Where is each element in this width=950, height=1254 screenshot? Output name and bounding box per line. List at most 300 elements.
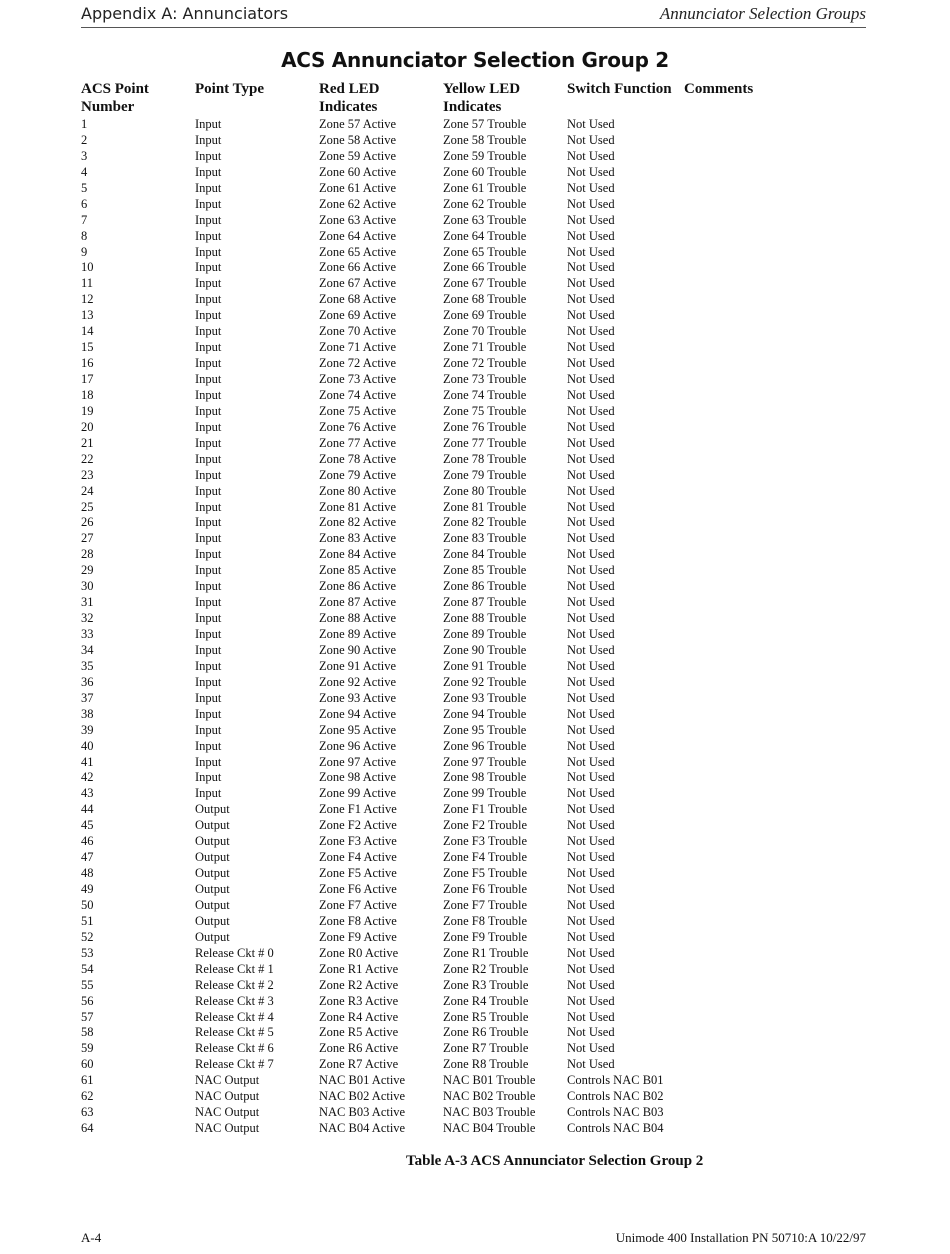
cell-point-number: 58 <box>81 1025 94 1040</box>
cell-point-number: 37 <box>81 690 94 705</box>
cell-yellow-led: Zone 89 Trouble <box>443 627 527 641</box>
cell-yellow-led: Zone F5 Trouble <box>443 866 528 881</box>
table-row <box>81 340 881 356</box>
cell-red-led: Zone 89 Active <box>319 627 397 641</box>
cell-point-number: 38 <box>81 706 94 721</box>
cell-yellow-led: Zone 78 Trouble <box>443 451 527 466</box>
cell-red-led: Zone 95 Active <box>319 722 397 737</box>
table-row <box>81 786 881 802</box>
cell-point-type: Input <box>195 674 222 689</box>
cell-switch-function: Not Used <box>567 292 615 307</box>
cell-red-led: Zone F9 Active <box>319 929 397 944</box>
cell-point-type: Input <box>195 419 222 434</box>
cell-point-number: 28 <box>81 547 94 562</box>
cell-red-led: Zone R3 Active <box>319 993 399 1008</box>
cell-point-type: Input <box>195 579 222 594</box>
cell-red-led: Zone 79 Active <box>319 467 397 482</box>
cell-switch-function: Not Used <box>567 866 615 881</box>
cell-switch-function: Not Used <box>567 276 615 291</box>
cell-point-number: 63 <box>81 1105 94 1120</box>
cell-yellow-led: Zone 67 Trouble <box>443 276 527 291</box>
col-head-red-led-line1: Red LED <box>319 81 380 97</box>
table-row <box>81 659 881 675</box>
col-head-point-number-line1: ACS Point <box>81 81 149 97</box>
table-row <box>81 149 881 165</box>
cell-switch-function: Not Used <box>567 148 615 163</box>
table-row <box>81 770 881 786</box>
cell-red-led: Zone 84 Active <box>319 547 397 562</box>
cell-switch-function: Not Used <box>567 435 615 450</box>
cell-switch-function: Controls NAC B02 <box>567 1089 664 1104</box>
cell-point-number: 61 <box>81 1073 94 1088</box>
col-head-comments: Comments <box>684 81 754 97</box>
table-row <box>81 563 881 579</box>
cell-switch-function: Not Used <box>567 674 615 689</box>
cell-red-led: Zone R2 Active <box>319 977 399 992</box>
table-row <box>81 755 881 771</box>
cell-switch-function: Not Used <box>567 196 615 211</box>
cell-red-led: Zone 65 Active <box>319 244 397 259</box>
table-row <box>81 994 881 1010</box>
cell-point-number: 40 <box>81 738 94 753</box>
cell-point-type: Input <box>195 738 222 753</box>
cell-yellow-led: Zone 57 Trouble <box>443 117 527 131</box>
table-row <box>81 181 881 197</box>
cell-yellow-led: NAC B01 Trouble <box>443 1073 536 1088</box>
cell-red-led: Zone 99 Active <box>319 786 397 801</box>
cell-red-led: Zone 92 Active <box>319 674 397 689</box>
cell-switch-function: Not Used <box>567 897 615 912</box>
table-row <box>81 260 881 276</box>
cell-red-led: Zone 93 Active <box>319 690 397 705</box>
cell-red-led: Zone 81 Active <box>319 499 397 514</box>
cell-point-number: 46 <box>81 834 94 849</box>
cell-switch-function: Not Used <box>567 834 615 849</box>
cell-switch-function: Not Used <box>567 754 615 769</box>
table-row <box>81 500 881 516</box>
table-row <box>81 308 881 324</box>
cell-point-type: Input <box>195 547 222 562</box>
cell-red-led: Zone 70 Active <box>319 324 397 339</box>
cell-yellow-led: Zone F8 Trouble <box>443 913 528 928</box>
cell-yellow-led: Zone 94 Trouble <box>443 706 527 721</box>
cell-switch-function: Not Used <box>567 642 615 657</box>
cell-red-led: Zone 87 Active <box>319 595 397 610</box>
cell-point-number: 27 <box>81 531 94 546</box>
cell-point-number: 51 <box>81 913 94 928</box>
cell-point-number: 4 <box>81 164 88 179</box>
cell-point-type: Input <box>195 132 222 147</box>
cell-switch-function: Not Used <box>567 770 615 785</box>
col-head-switch-function: Switch Function <box>567 81 672 97</box>
table-row <box>81 1105 881 1121</box>
table-row <box>81 946 881 962</box>
table-row <box>81 818 881 834</box>
table-row <box>81 930 881 946</box>
cell-red-led: Zone 85 Active <box>319 563 397 578</box>
cell-red-led: Zone F4 Active <box>319 850 397 865</box>
table-row <box>81 850 881 866</box>
cell-red-led: Zone 60 Active <box>319 164 397 179</box>
cell-point-type: NAC Output <box>195 1105 260 1120</box>
cell-yellow-led: Zone 93 Trouble <box>443 690 527 705</box>
cell-switch-function: Not Used <box>567 451 615 466</box>
cell-point-number: 5 <box>81 180 88 195</box>
table-row <box>81 675 881 691</box>
cell-yellow-led: Zone 62 Trouble <box>443 196 527 211</box>
cell-point-type: Input <box>195 627 222 641</box>
cell-red-led: Zone 66 Active <box>319 260 397 275</box>
cell-point-type: Output <box>195 929 230 944</box>
cell-yellow-led: Zone 88 Trouble <box>443 611 527 626</box>
table-row <box>81 292 881 308</box>
cell-yellow-led: NAC B04 Trouble <box>443 1121 536 1136</box>
cell-yellow-led: Zone 63 Trouble <box>443 212 527 227</box>
cell-point-type: Input <box>195 292 222 307</box>
table-row <box>81 595 881 611</box>
table-caption: Table A-3 ACS Annunciator Selection Group 2 <box>406 1153 704 1169</box>
cell-point-type: Release Ckt # 6 <box>195 1041 274 1056</box>
table-row <box>81 866 881 882</box>
cell-point-type: Output <box>195 802 230 817</box>
col-head-yellow-led-line1: Yellow LED <box>443 81 521 97</box>
cell-red-led: Zone 77 Active <box>319 435 397 450</box>
cell-switch-function: Not Used <box>567 658 615 673</box>
cell-point-number: 57 <box>81 1009 94 1024</box>
cell-point-number: 14 <box>81 324 94 339</box>
cell-switch-function: Not Used <box>567 850 615 865</box>
cell-yellow-led: NAC B03 Trouble <box>443 1105 536 1120</box>
cell-point-number: 45 <box>81 818 94 833</box>
cell-switch-function: Not Used <box>567 228 615 243</box>
cell-point-type: Input <box>195 435 222 450</box>
cell-red-led: Zone R5 Active <box>319 1025 399 1040</box>
cell-point-number: 42 <box>81 770 94 785</box>
cell-point-type: NAC Output <box>195 1089 260 1104</box>
cell-switch-function: Not Used <box>567 627 615 641</box>
cell-point-type: Input <box>195 308 222 323</box>
cell-switch-function: Not Used <box>567 738 615 753</box>
cell-yellow-led: Zone 97 Trouble <box>443 754 527 769</box>
cell-point-type: Input <box>195 611 222 626</box>
cell-point-type: Input <box>195 515 222 530</box>
cell-red-led: Zone R1 Active <box>319 961 399 976</box>
cell-point-type: Input <box>195 770 222 785</box>
cell-red-led: Zone R4 Active <box>319 1009 399 1024</box>
table-header <box>81 80 881 118</box>
cell-point-number: 64 <box>81 1121 94 1136</box>
cell-point-number: 20 <box>81 419 94 434</box>
table-row <box>81 1041 881 1057</box>
cell-red-led: Zone R6 Active <box>319 1041 399 1056</box>
table-row <box>81 739 881 755</box>
cell-point-type: Output <box>195 866 230 881</box>
cell-point-number: 12 <box>81 292 94 307</box>
col-head-point-number-line2: Number <box>81 99 135 115</box>
cell-point-number: 2 <box>81 132 88 147</box>
cell-point-type: Input <box>195 690 222 705</box>
cell-red-led: Zone 82 Active <box>319 515 397 530</box>
cell-red-led: Zone 74 Active <box>319 387 397 402</box>
cell-switch-function: Not Used <box>567 977 615 992</box>
cell-point-type: Input <box>195 260 222 275</box>
cell-red-led: Zone 78 Active <box>319 451 397 466</box>
cell-point-type: Input <box>195 117 222 131</box>
cell-switch-function: Not Used <box>567 690 615 705</box>
table-row <box>81 420 881 436</box>
cell-yellow-led: Zone R4 Trouble <box>443 993 529 1008</box>
cell-yellow-led: Zone F7 Trouble <box>443 897 528 912</box>
cell-yellow-led: Zone R1 Trouble <box>443 945 529 960</box>
table-row <box>81 452 881 468</box>
cell-point-type: Input <box>195 324 222 339</box>
col-head-yellow-led <box>443 80 520 116</box>
cell-red-led: Zone 63 Active <box>319 212 397 227</box>
table-row <box>81 882 881 898</box>
cell-yellow-led: Zone 87 Trouble <box>443 595 527 610</box>
cell-yellow-led: Zone 99 Trouble <box>443 786 527 801</box>
table-row <box>81 707 881 723</box>
cell-point-type: Input <box>195 483 222 498</box>
table-row <box>81 245 881 261</box>
cell-red-led: NAC B02 Active <box>319 1089 406 1104</box>
running-header-right: Annunciator Selection Groups <box>659 4 866 23</box>
cell-yellow-led: Zone 80 Trouble <box>443 483 527 498</box>
cell-yellow-led: Zone F1 Trouble <box>443 802 528 817</box>
cell-point-number: 33 <box>81 627 94 641</box>
cell-point-number: 49 <box>81 882 94 896</box>
cell-yellow-led: Zone 95 Trouble <box>443 722 527 737</box>
footer-page-number: A-4 <box>81 1230 102 1245</box>
table-row <box>81 197 881 213</box>
cell-switch-function: Controls NAC B04 <box>567 1121 664 1136</box>
cell-yellow-led: Zone 83 Trouble <box>443 531 527 546</box>
footer-document-id: Unimode 400 Installation PN 50710:A 10/22/97 <box>615 1230 866 1245</box>
cell-yellow-led: Zone 73 Trouble <box>443 372 527 386</box>
cell-point-number: 55 <box>81 977 94 992</box>
cell-point-type: Input <box>195 276 222 291</box>
cell-point-type: Input <box>195 531 222 546</box>
cell-point-number: 17 <box>81 372 94 386</box>
cell-switch-function: Not Used <box>567 1025 615 1040</box>
cell-point-type: Release Ckt # 7 <box>195 1057 274 1072</box>
col-head-red-led <box>319 80 379 116</box>
cell-yellow-led: Zone F3 Trouble <box>443 834 528 849</box>
table-row <box>81 117 881 133</box>
cell-point-type: Output <box>195 897 230 912</box>
cell-yellow-led: Zone 86 Trouble <box>443 579 527 594</box>
cell-switch-function: Not Used <box>567 356 615 371</box>
cell-switch-function: Not Used <box>567 547 615 562</box>
cell-point-type: Release Ckt # 5 <box>195 1025 274 1040</box>
table-row <box>81 1121 881 1137</box>
cell-point-number: 10 <box>81 260 94 275</box>
cell-point-number: 19 <box>81 403 94 418</box>
cell-switch-function: Not Used <box>567 786 615 801</box>
cell-red-led: Zone 59 Active <box>319 148 397 163</box>
table-row <box>81 643 881 659</box>
cell-point-type: Input <box>195 164 222 179</box>
cell-switch-function: Not Used <box>567 706 615 721</box>
cell-red-led: Zone 90 Active <box>319 642 397 657</box>
cell-point-number: 47 <box>81 850 94 865</box>
cell-point-number: 36 <box>81 674 94 689</box>
cell-yellow-led: Zone 61 Trouble <box>443 180 527 195</box>
table-row <box>81 914 881 930</box>
cell-red-led: Zone F2 Active <box>319 818 397 833</box>
table-row <box>81 1073 881 1089</box>
cell-red-led: Zone F6 Active <box>319 882 397 896</box>
cell-yellow-led: Zone 70 Trouble <box>443 324 527 339</box>
cell-switch-function: Not Used <box>567 212 615 227</box>
cell-red-led: Zone 96 Active <box>319 738 397 753</box>
table-row <box>81 388 881 404</box>
cell-point-type: Release Ckt # 2 <box>195 977 274 992</box>
cell-red-led: Zone 67 Active <box>319 276 397 291</box>
cell-red-led: Zone 68 Active <box>319 292 397 307</box>
cell-yellow-led: Zone R6 Trouble <box>443 1025 529 1040</box>
cell-switch-function: Not Used <box>567 483 615 498</box>
cell-red-led: Zone 62 Active <box>319 196 397 211</box>
cell-yellow-led: Zone 76 Trouble <box>443 419 527 434</box>
cell-switch-function: Not Used <box>567 515 615 530</box>
cell-red-led: Zone 83 Active <box>319 531 397 546</box>
cell-point-number: 9 <box>81 244 88 259</box>
col-head-point-type: Point Type <box>195 81 265 97</box>
cell-yellow-led: Zone 96 Trouble <box>443 738 527 753</box>
cell-point-number: 1 <box>81 117 88 131</box>
cell-yellow-led: Zone 72 Trouble <box>443 356 527 371</box>
cell-point-type: Input <box>195 180 222 195</box>
cell-point-type: Input <box>195 244 222 259</box>
cell-point-number: 34 <box>81 642 94 657</box>
cell-point-type: Output <box>195 882 230 896</box>
table-row <box>81 404 881 420</box>
cell-red-led: Zone F1 Active <box>319 802 397 817</box>
cell-yellow-led: Zone 91 Trouble <box>443 658 527 673</box>
cell-point-number: 56 <box>81 993 94 1008</box>
cell-red-led: NAC B01 Active <box>319 1073 406 1088</box>
cell-yellow-led: Zone F2 Trouble <box>443 818 528 833</box>
cell-red-led: Zone F7 Active <box>319 897 397 912</box>
cell-point-type: Input <box>195 212 222 227</box>
cell-switch-function: Not Used <box>567 180 615 195</box>
cell-switch-function: Not Used <box>567 467 615 482</box>
table-row <box>81 834 881 850</box>
cell-yellow-led: Zone 58 Trouble <box>443 132 527 147</box>
cell-point-type: Output <box>195 850 230 865</box>
cell-red-led: Zone 57 Active <box>319 117 397 131</box>
cell-yellow-led: Zone 90 Trouble <box>443 642 527 657</box>
cell-red-led: Zone 91 Active <box>319 658 397 673</box>
table-row <box>81 213 881 229</box>
cell-point-number: 13 <box>81 308 94 323</box>
cell-yellow-led: Zone R7 Trouble <box>443 1041 529 1056</box>
cell-point-number: 53 <box>81 945 94 960</box>
cell-yellow-led: Zone 81 Trouble <box>443 499 527 514</box>
cell-point-number: 7 <box>81 212 88 227</box>
cell-point-number: 35 <box>81 658 94 673</box>
cell-point-number: 3 <box>81 148 88 163</box>
table-row <box>81 133 881 149</box>
cell-yellow-led: Zone 71 Trouble <box>443 340 527 355</box>
table-row <box>81 165 881 181</box>
cell-yellow-led: NAC B02 Trouble <box>443 1089 536 1104</box>
cell-switch-function: Not Used <box>567 563 615 578</box>
table-row <box>81 547 881 563</box>
cell-switch-function: Not Used <box>567 993 615 1008</box>
cell-switch-function: Not Used <box>567 403 615 418</box>
cell-point-type: Input <box>195 148 222 163</box>
cell-point-number: 26 <box>81 515 94 530</box>
cell-switch-function: Not Used <box>567 882 615 896</box>
cell-switch-function: Not Used <box>567 324 615 339</box>
header-rule <box>81 27 866 28</box>
table-row <box>81 1057 881 1073</box>
cell-red-led: Zone F5 Active <box>319 866 397 881</box>
cell-switch-function: Not Used <box>567 260 615 275</box>
cell-red-led: Zone F3 Active <box>319 834 397 849</box>
cell-point-number: 25 <box>81 499 94 514</box>
cell-red-led: Zone 61 Active <box>319 180 397 195</box>
table-row <box>81 484 881 500</box>
cell-yellow-led: Zone R3 Trouble <box>443 977 529 992</box>
table-row <box>81 1010 881 1026</box>
cell-yellow-led: Zone 79 Trouble <box>443 467 527 482</box>
table-row <box>81 978 881 994</box>
cell-red-led: Zone 75 Active <box>319 403 397 418</box>
cell-switch-function: Not Used <box>567 387 615 402</box>
table-row <box>81 356 881 372</box>
running-header-left: Appendix A: Annunciators <box>81 4 289 23</box>
cell-yellow-led: Zone 85 Trouble <box>443 563 527 578</box>
cell-point-number: 60 <box>81 1057 94 1072</box>
table-body <box>81 117 881 1137</box>
cell-point-type: Input <box>195 706 222 721</box>
cell-red-led: Zone 80 Active <box>319 483 397 498</box>
cell-point-number: 59 <box>81 1041 94 1056</box>
cell-point-type: Input <box>195 786 222 801</box>
cell-point-type: Output <box>195 913 230 928</box>
cell-point-type: Input <box>195 356 222 371</box>
cell-point-type: Input <box>195 387 222 402</box>
cell-point-type: Input <box>195 451 222 466</box>
cell-point-number: 39 <box>81 722 94 737</box>
cell-red-led: Zone R7 Active <box>319 1057 399 1072</box>
table-row <box>81 962 881 978</box>
cell-yellow-led: Zone 68 Trouble <box>443 292 527 307</box>
cell-point-number: 43 <box>81 786 94 801</box>
cell-switch-function: Not Used <box>567 595 615 610</box>
cell-red-led: Zone 73 Active <box>319 372 397 386</box>
cell-red-led: Zone 98 Active <box>319 770 397 785</box>
cell-switch-function: Not Used <box>567 308 615 323</box>
cell-point-number: 16 <box>81 356 94 371</box>
cell-point-number: 54 <box>81 961 94 976</box>
cell-point-number: 15 <box>81 340 94 355</box>
cell-switch-function: Not Used <box>567 531 615 546</box>
table-row <box>81 1089 881 1105</box>
cell-switch-function: Not Used <box>567 913 615 928</box>
page-title: ACS Annunciator Selection Group 2 <box>281 48 669 72</box>
table-row <box>81 898 881 914</box>
cell-red-led: Zone 76 Active <box>319 419 397 434</box>
table-row <box>81 276 881 292</box>
col-head-red-led-line2: Indicates <box>319 99 378 115</box>
cell-switch-function: Not Used <box>567 1057 615 1072</box>
cell-switch-function: Not Used <box>567 499 615 514</box>
cell-switch-function: Not Used <box>567 579 615 594</box>
